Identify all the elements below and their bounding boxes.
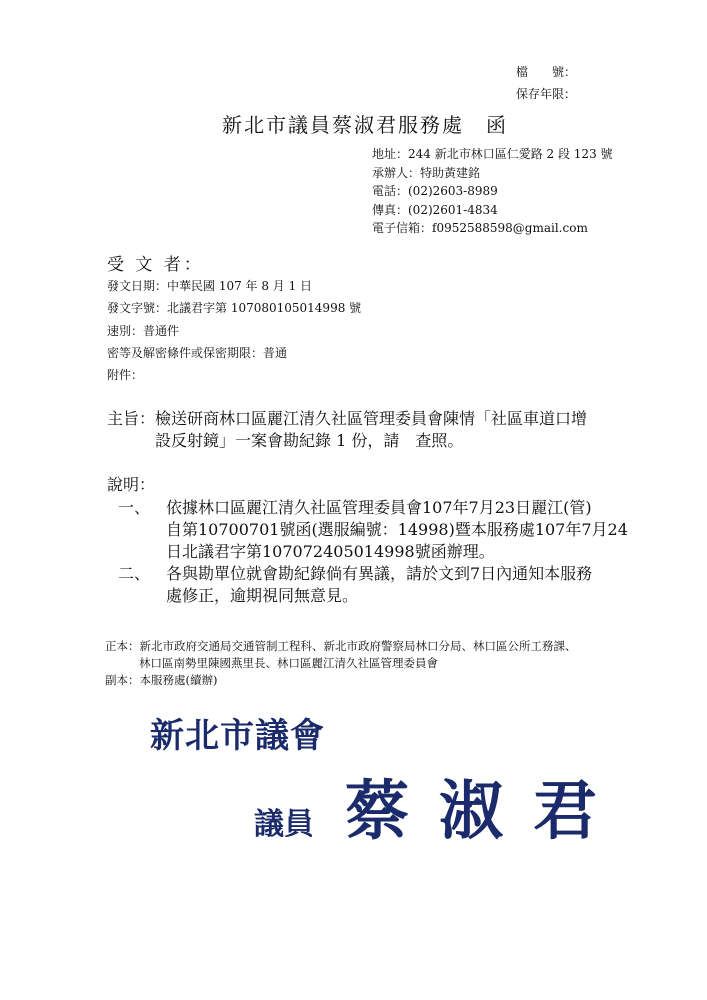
phone: 電話：(02)2603-8989: [372, 184, 498, 198]
item-number: 二、: [118, 564, 151, 583]
document-title: 新北市議員蔡淑君服務處 函: [222, 113, 508, 137]
main-recipients-line-1: 正本：新北市政府交通局交通管制工程科、新北市政府警察局林口分局、林口區公所工務課、: [105, 639, 577, 653]
subject: [107, 408, 587, 452]
attachment: 附件：: [107, 368, 144, 383]
distribution: [105, 638, 577, 689]
explanation-item: [118, 497, 628, 563]
issue-date: 發文日期：中華民國 107 年 8 月 1 日: [107, 279, 313, 293]
handler: 承辦人：特助黃建銘: [372, 165, 481, 180]
copy-recipients: 副本：本服務處(續辦): [105, 673, 218, 687]
secrecy: 密等及解密條件或保密期限：普通: [107, 345, 288, 360]
main-recipients-line-2: 林口區南勢里陳國燕里長、林口區麗江清久社區管理委員會: [139, 656, 438, 670]
seal-name: 蔡淑君: [345, 774, 627, 849]
file-number: 檔 號：: [516, 65, 577, 79]
retention-period: 保存年限：: [516, 87, 577, 101]
recipient: 受 文 者：: [107, 255, 204, 275]
subject-line-1: 主旨：檢送研商林口區麗江清久社區管理委員會陳情「社區車道口增: [107, 409, 588, 428]
meta-block: [107, 279, 361, 390]
document-number: 發文字號：北議君字第 107080105014998 號: [107, 301, 362, 316]
speed: 速別：普通件: [107, 323, 180, 338]
item-line: 各與勘單位就會勘紀錄倘有異議，請於文到7日內通知本服務: [166, 564, 593, 583]
explanation-label: 說明：: [107, 475, 156, 494]
item-line: 依據林口區麗江清久社區管理委員會107年7月23日麗江(管): [166, 498, 592, 517]
email: 電子信箱：f0952588598@gmail.com: [372, 221, 588, 235]
contact-block: [372, 147, 613, 240]
address: 地址：244 新北市林口區仁愛路 2 段 123 號: [372, 147, 613, 161]
fax: 傳真：(02)2601-4834: [372, 202, 498, 217]
explanation-list: [118, 497, 628, 607]
archive-info: [516, 65, 576, 109]
seal-title: 議員: [254, 807, 314, 842]
item-line: 處修正，逾期視同無意見。: [166, 586, 359, 605]
item-line: 日北議君字第107072405014998號函辦理。: [166, 542, 495, 561]
item-number: 一、: [118, 498, 151, 517]
explanation-item: [118, 563, 618, 607]
seal-council: 新北市議會: [150, 716, 325, 756]
item-line: 自第10700701號函(選服編號：14998)暨本服務處107年7月24: [166, 520, 628, 539]
subject-line-2: 設反射鏡」一案會勘紀錄 1 份，請 查照。: [155, 431, 464, 450]
